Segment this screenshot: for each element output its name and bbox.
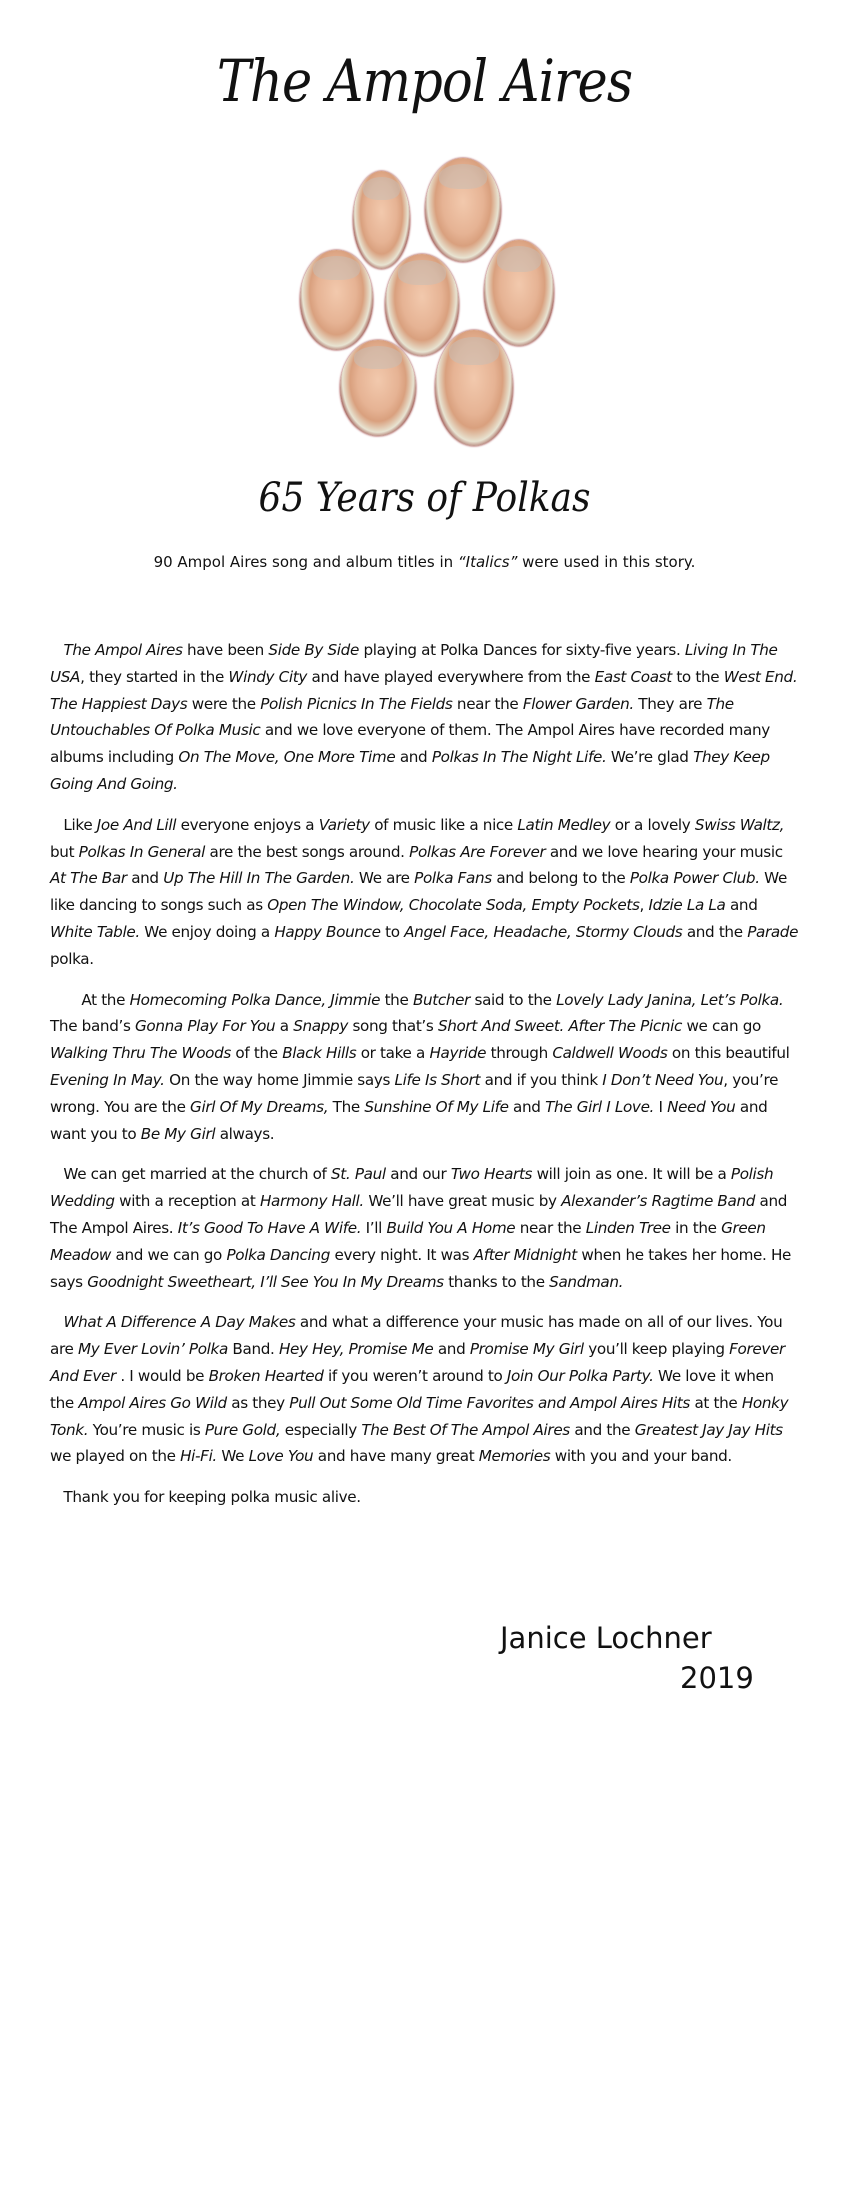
song-title: Caldwell Woods [552,1044,668,1063]
song-title: Polkas In The Night Life. [431,748,607,767]
story-text: as they [226,1393,290,1412]
song-title: Polka Dancing [226,1245,330,1264]
member-photo-mid-left [300,250,373,350]
signature-block [500,1618,754,1698]
song-title: Pull Out Some Old Time Favorites and Ampol Aires Hits [289,1393,690,1412]
song-title: Life Is Short [394,1070,481,1089]
story-text: and The Ampol Aires. [50,1192,788,1237]
story-text: I’ll [361,1218,387,1237]
story-text [50,641,63,659]
story-text: always. [215,1124,275,1143]
story-text: especially [280,1420,362,1439]
story-text: and [433,1340,470,1359]
story-text: and [126,869,164,888]
song-title: Hayride [429,1044,487,1063]
story-text: Thank you for keeping polka music alive. [50,1488,361,1507]
song-title: Idzie La La [648,896,726,915]
story-text: near the [452,694,523,713]
story-text: and we love hearing your music [545,842,783,861]
song-title: Evening In May. [50,1070,165,1089]
song-title: Promise My Girl [469,1340,584,1359]
story-text: you’ll keep playing [583,1340,730,1359]
story-text: of music like a nice [369,815,518,834]
story-text: , they started in the [80,667,229,686]
song-title: West End. [723,667,798,686]
song-title: Goodnight Sweetheart, I’ll See You In My Dreams [87,1272,444,1291]
story-text: We enjoy doing a [139,922,275,941]
story-text: We’ll have great music by [363,1192,562,1211]
story-text: were the [187,694,261,713]
story-text: We like dancing to songs such as [50,869,787,915]
story-text: and if you think [480,1070,603,1089]
story-text: and what a difference your music has made on all of our lives. You are [50,1313,783,1359]
story-text: the [380,990,413,1009]
italics-note [0,553,849,571]
song-title: Polish Picnics In The Fields [260,694,453,713]
story-text: and our [385,1165,451,1184]
song-title: They Keep Going And Going. [50,748,770,793]
story-text: Band. [227,1340,279,1359]
song-title: Hey Hey, Promise Me [278,1340,434,1359]
song-title: Joe And Lill [96,815,177,834]
song-title: Up The Hill In The Garden. [163,869,355,888]
song-title: Honky Tonk. [50,1393,789,1439]
story-text: They are [633,694,707,713]
member-photo-top-left [353,171,410,269]
song-title: Polish Wedding [50,1165,774,1211]
song-title: Greatest Jay Jay Hits [634,1420,783,1439]
note-italics: “Italics” [457,553,518,571]
story-text: and the [682,922,748,941]
song-title: Butcher [412,990,471,1009]
story-paragraph [50,1309,800,1470]
song-title: Sandman. [549,1272,624,1291]
song-title: East Coast [594,667,672,686]
story-text: have been [182,641,269,659]
story-text: and have played everywhere from the [307,667,595,686]
song-title: Hi-Fi. [180,1447,217,1466]
story-text: and the [569,1420,635,1439]
band-photo-collage [0,0,849,460]
story-paragraph [50,987,800,1148]
story-text: and we can go [111,1245,227,1264]
song-title: Pure Gold, [204,1420,281,1439]
story-text: a [275,1017,294,1036]
story-text: and [395,748,432,767]
song-title: Love You [248,1447,314,1466]
song-title: Forever And Ever [50,1340,785,1385]
story-text: of the [230,1044,283,1063]
story-text: On the way home Jimmie says [164,1070,395,1089]
song-title: Latin Medley [517,815,611,834]
song-title: Homecoming Polka Dance, Jimmie [129,990,381,1009]
song-title: Lovely Lady Janina, Let’s Polka. [556,990,784,1009]
story-text: on this beautiful [667,1044,790,1063]
document-subtitle: 65 Years of Polkas [258,475,591,521]
story-text: at the [689,1393,742,1412]
story-text: if you weren’t around to [323,1366,507,1385]
story-text [50,1313,63,1331]
note-text-after: were used in this story. [517,553,696,571]
story-text: with a reception at [114,1192,260,1211]
story-text: The [328,1097,365,1116]
story-text: polka. [50,949,94,968]
story-text: through [486,1044,553,1063]
song-title: At The Bar [50,869,127,888]
song-title: It’s Good To Have A Wife. [177,1218,362,1237]
song-title: Windy City [228,667,308,686]
story-paragraph [50,812,800,973]
story-text: near the [515,1218,586,1237]
song-title: Polka Power Club. [629,869,760,888]
story-text: and we love everyone of them. The Ampol Aires have recorded many albums including [50,721,770,767]
song-title: Swiss Waltz, [694,815,785,834]
song-title: Parade [747,922,799,941]
song-title: The Girl I Love. [545,1097,655,1116]
document-title: The Ampol Aires [216,47,633,115]
song-title: On The Move, One More Time [178,748,396,767]
story-text: thanks to the [443,1272,550,1291]
story-paragraph-closing [50,1484,800,1511]
song-title: Build You A Home [386,1218,516,1237]
song-title: After The Picnic [568,1017,682,1036]
story-text: everyone enjoys a [176,815,319,834]
story-text: playing at Polka Dances for sixty-five years. [358,641,685,659]
member-photo-bottom-right [435,330,513,446]
story-text: We are [354,869,415,888]
song-title: Memories [478,1447,551,1466]
story-text: and want you to [50,1097,768,1143]
story-text: but [50,842,79,861]
song-title: Polka Fans [414,869,492,888]
song-title: Polkas In General [78,842,206,861]
story-text: , you’re wrong. You are the [50,1070,779,1116]
song-title: Broken Hearted [208,1366,324,1385]
story-text: with you and your band. [550,1447,732,1466]
song-title: St. Paul [331,1165,386,1184]
story-text: I [654,1097,668,1116]
story-text: said to the [470,990,557,1009]
song-title: After Midnight [473,1245,577,1264]
story-text: are the best songs around. [205,842,410,861]
song-title: Living In The USA [50,641,778,686]
member-photo-top-right [425,158,501,262]
story-text: song that’s [347,1017,438,1036]
song-title: Polkas Are Forever [409,842,546,861]
story-text: and belong to the [491,869,630,888]
song-title: Angel Face, Headache, Stormy Clouds [404,922,683,941]
story-text: to [380,922,405,941]
song-title: What A Difference A Day Makes [63,1313,296,1332]
song-title: Variety [318,815,370,834]
song-title: Need You [667,1097,736,1116]
song-title: Harmony Hall. [259,1192,364,1211]
note-text-before: 90 Ampol Aires song and album titles in [153,553,458,571]
song-title: Black Hills [282,1044,357,1063]
song-title: I Don’t Need You [602,1070,724,1089]
song-title: Happy Bounce [274,922,381,941]
story-text: . I would be [115,1366,209,1385]
song-title: The Happiest Days [50,694,188,713]
story-paragraph [50,1161,800,1295]
story-text: The band’s [50,1017,136,1036]
story-text: You’re music is [88,1420,205,1439]
member-photo-bottom-left [340,340,416,436]
story-text: , [639,896,649,915]
song-title: Join Our Polka Party. [506,1366,654,1385]
song-title: Open The Window, Chocolate Soda, Empty Pockets [267,896,640,915]
song-title: White Table. [50,922,140,941]
song-title: Walking Thru The Woods [50,1044,231,1063]
story-text: in the [670,1218,722,1237]
song-title: Snappy [293,1017,348,1036]
song-title: Two Hearts [450,1165,533,1184]
story-text: We [216,1447,249,1466]
song-title: The Ampol Aires [63,641,183,659]
song-title: Alexander’s Ragtime Band [561,1192,756,1211]
song-title: Sunshine Of My Life [364,1097,509,1116]
signature-year: 2019 [680,1661,754,1695]
story-text: and have many great [313,1447,479,1466]
song-title: My Ever Lovin’ Polka [78,1340,228,1359]
story-text: Like [50,815,97,834]
song-title: The Untouchables Of Polka Music [50,694,734,740]
story-text: We can get married at the church of [50,1165,331,1184]
song-title: The Best Of The Ampol Aires [361,1420,570,1439]
song-title: Girl Of My Dreams, [190,1097,329,1116]
story-text: At the [50,990,130,1009]
story-text: we can go [681,1017,761,1036]
song-title: Green Meadow [50,1218,766,1264]
story-text: when he takes her home. He says [50,1245,792,1291]
story-text: to the [671,667,724,686]
song-title: Linden Tree [585,1218,671,1237]
song-title: Ampol Aires Go Wild [78,1393,227,1412]
story-text: We’re glad [606,748,694,767]
member-photo-mid-right [484,240,554,346]
song-title: Gonna Play For You [135,1017,276,1036]
song-title: Be My Girl [140,1124,216,1143]
story-body [50,637,800,1525]
song-title: Flower Garden. [522,694,634,713]
story-text: or take a [356,1044,430,1063]
story-text: or a lovely [610,815,695,834]
story-paragraph [50,637,800,798]
story-text: we played on the [50,1447,181,1466]
story-text: every night. It was [329,1245,474,1264]
member-photo-center [385,254,459,356]
song-title: Short And Sweet. [437,1017,564,1036]
song-title: Side By Side [268,641,359,659]
story-text: and [725,896,758,915]
story-text: We love it when the [50,1366,774,1412]
story-text: will join as one. It will be a [532,1165,731,1184]
story-text: and [508,1097,546,1116]
author-name: Janice Lochner [500,1621,712,1655]
